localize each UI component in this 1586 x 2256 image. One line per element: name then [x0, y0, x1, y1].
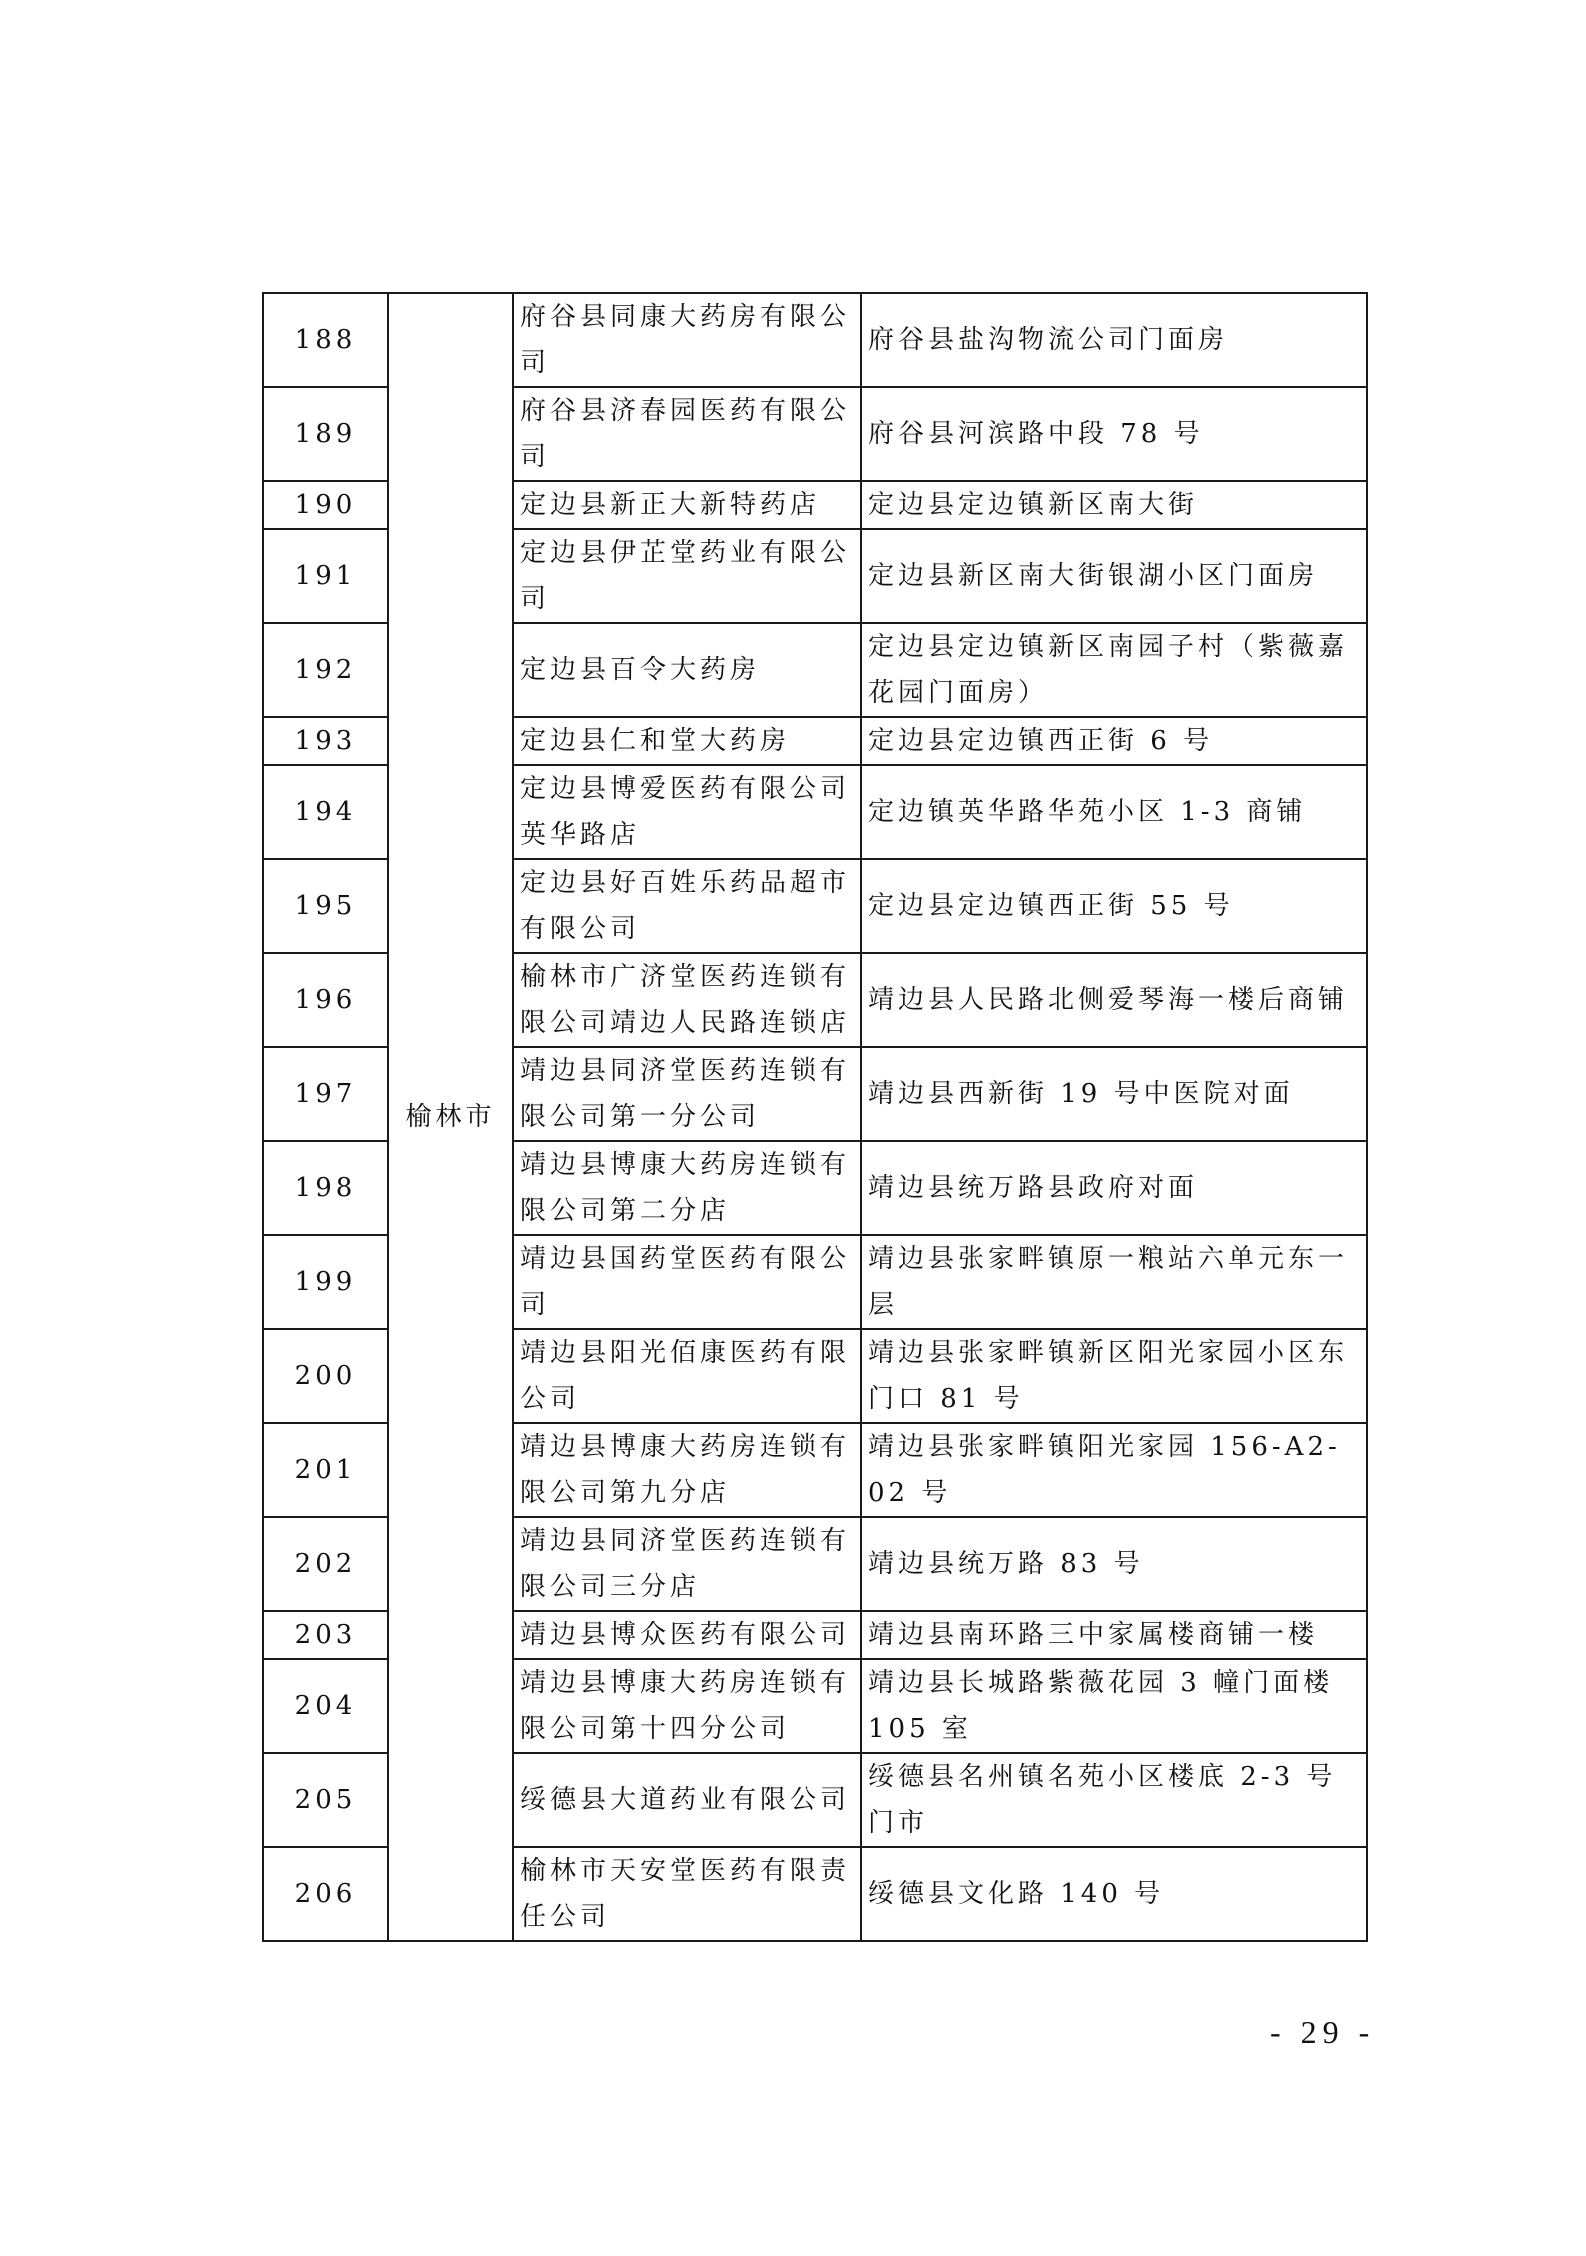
pharmacy-address: 靖边县人民路北侧爱琴海一楼后商铺 [861, 953, 1367, 1047]
pharmacy-address: 府谷县河滨路中段 78 号 [861, 387, 1367, 481]
pharmacy-name: 定边县新正大新特药店 [513, 481, 861, 529]
pharmacy-name: 定边县博爱医药有限公司英华路店 [513, 765, 861, 859]
row-number: 195 [263, 859, 388, 953]
row-number: 201 [263, 1423, 388, 1517]
pharmacy-name: 靖边县博康大药房连锁有限公司第九分店 [513, 1423, 861, 1517]
pharmacy-address: 靖边县统万路县政府对面 [861, 1141, 1367, 1235]
pharmacy-list-table [262, 292, 1368, 1942]
pharmacy-name: 靖边县博康大药房连锁有限公司第二分店 [513, 1141, 861, 1235]
row-number: 200 [263, 1329, 388, 1423]
row-number: 191 [263, 529, 388, 623]
row-number: 204 [263, 1659, 388, 1753]
pharmacy-address: 定边县新区南大街银湖小区门面房 [861, 529, 1367, 623]
pharmacy-address: 定边镇英华路华苑小区 1-3 商铺 [861, 765, 1367, 859]
row-number: 188 [263, 293, 388, 387]
pharmacy-address: 靖边县长城路紫薇花园 3 幢门面楼 105 室 [861, 1659, 1367, 1753]
pharmacy-name: 靖边县博众医药有限公司 [513, 1611, 861, 1659]
city-cell: 榆林市 [388, 293, 513, 1941]
pharmacy-name: 府谷县同康大药房有限公司 [513, 293, 861, 387]
pharmacy-name: 定边县好百姓乐药品超市有限公司 [513, 859, 861, 953]
pharmacy-address: 靖边县张家畔镇阳光家园 156-A2-02 号 [861, 1423, 1367, 1517]
row-number: 196 [263, 953, 388, 1047]
pharmacy-address: 绥德县名州镇名苑小区楼底 2-3 号门市 [861, 1753, 1367, 1847]
pharmacy-name: 榆林市天安堂医药有限责任公司 [513, 1847, 861, 1941]
pharmacy-name: 靖边县博康大药房连锁有限公司第十四分公司 [513, 1659, 861, 1753]
row-number: 199 [263, 1235, 388, 1329]
pharmacy-address: 定边县定边镇西正街 6 号 [861, 717, 1367, 765]
row-number: 202 [263, 1517, 388, 1611]
row-number: 203 [263, 1611, 388, 1659]
pharmacy-address: 定边县定边镇新区南大街 [861, 481, 1367, 529]
pharmacy-address: 府谷县盐沟物流公司门面房 [861, 293, 1367, 387]
pharmacy-name: 靖边县国药堂医药有限公司 [513, 1235, 861, 1329]
row-number: 189 [263, 387, 388, 481]
row-number: 197 [263, 1047, 388, 1141]
row-number: 193 [263, 717, 388, 765]
pharmacy-name: 靖边县同济堂医药连锁有限公司第一分公司 [513, 1047, 861, 1141]
pharmacy-address: 定边县定边镇西正街 55 号 [861, 859, 1367, 953]
pharmacy-name: 定边县伊芷堂药业有限公司 [513, 529, 861, 623]
row-number: 206 [263, 1847, 388, 1941]
page-number: - 29 - [1270, 2014, 1376, 2050]
pharmacy-address: 靖边县张家畔镇原一粮站六单元东一层 [861, 1235, 1367, 1329]
pharmacy-address: 绥德县文化路 140 号 [861, 1847, 1367, 1941]
pharmacy-name: 府谷县济春园医药有限公司 [513, 387, 861, 481]
pharmacy-address: 靖边县张家畔镇新区阳光家园小区东门口 81 号 [861, 1329, 1367, 1423]
pharmacy-address: 靖边县南环路三中家属楼商铺一楼 [861, 1611, 1367, 1659]
pharmacy-name: 榆林市广济堂医药连锁有限公司靖边人民路连锁店 [513, 953, 861, 1047]
pharmacy-address: 靖边县统万路 83 号 [861, 1517, 1367, 1611]
pharmacy-name: 定边县百令大药房 [513, 623, 861, 717]
pharmacy-name: 靖边县同济堂医药连锁有限公司三分店 [513, 1517, 861, 1611]
pharmacy-address: 靖边县西新街 19 号中医院对面 [861, 1047, 1367, 1141]
pharmacy-name: 绥德县大道药业有限公司 [513, 1753, 861, 1847]
row-number: 205 [263, 1753, 388, 1847]
row-number: 190 [263, 481, 388, 529]
row-number: 198 [263, 1141, 388, 1235]
pharmacy-address: 定边县定边镇新区南园子村（紫薇嘉花园门面房） [861, 623, 1367, 717]
table-row [263, 293, 1367, 387]
pharmacy-name: 定边县仁和堂大药房 [513, 717, 861, 765]
row-number: 194 [263, 765, 388, 859]
row-number: 192 [263, 623, 388, 717]
pharmacy-name: 靖边县阳光佰康医药有限公司 [513, 1329, 861, 1423]
